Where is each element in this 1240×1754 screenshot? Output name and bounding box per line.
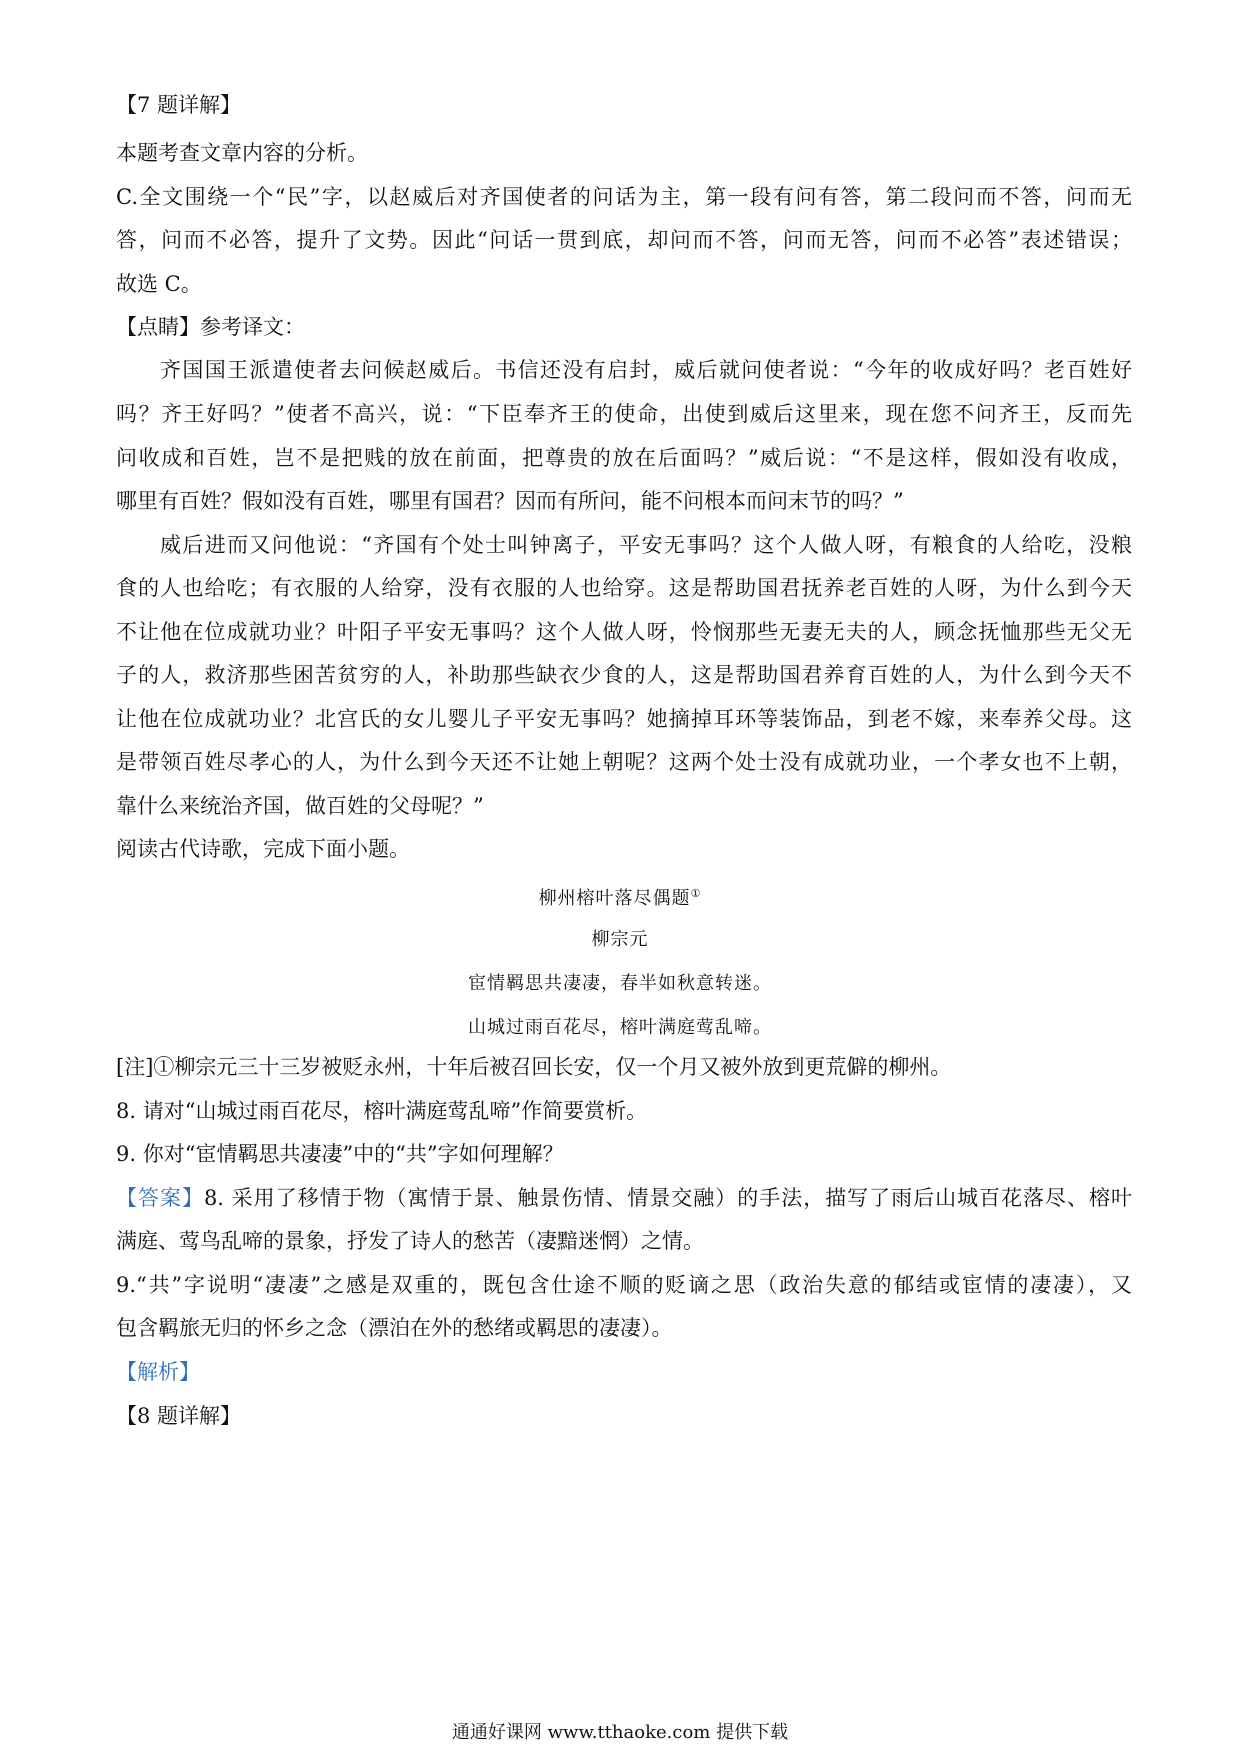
answer-label: 【答案】 bbox=[116, 1186, 204, 1210]
translation-line: 食的人也给吃；有衣服的人给穿，没有衣服的人也给穿。这是帮助国君抚养老百姓的人呀，为什么到今天 bbox=[116, 576, 1132, 600]
translation-line: 威后进而又问他说：“齐国有个处士叫钟离子，平安无事吗？这个人做人呀，有粮食的人给吃，没粮 bbox=[160, 533, 1132, 557]
translation-line: 齐国国王派遣使者去问候赵威后。书信还没有启封，威后就问使者说：“今年的收成好吗？老百姓好 bbox=[160, 358, 1132, 382]
poem-note: [注]①柳宗元三十三岁被贬永州，十年后被召回长安，仅一个月又被外放到更荒僻的柳州。 bbox=[116, 1055, 952, 1079]
poem-line: 山城过雨百花尽，榕叶满庭莺乱啼。 bbox=[468, 1017, 772, 1038]
poem-title bbox=[0, 880, 1240, 913]
poem-title-footnote-mark: ① bbox=[690, 887, 702, 900]
translation-line: 哪里有百姓？假如没有百姓，哪里有国君？因而有所问，能不问根本而问末节的吗？” bbox=[116, 489, 904, 513]
dianjing-label: 【点睛】参考译文： bbox=[116, 315, 305, 339]
poem-author: 柳宗元 bbox=[591, 929, 649, 950]
question-9: 9. 你对“宦情羁思共凄凄”中的“共”字如何理解？ bbox=[116, 1142, 564, 1166]
answer-8-line bbox=[116, 1184, 1132, 1212]
translation-line: 让他在位成就功业？北宫氏的女儿婴儿子平安无事吗？她摘掉耳环等装饰品，到老不嫁，来奉养父母。这 bbox=[116, 707, 1132, 731]
translation-line: 子的人，救济那些困苦贫穷的人，补助那些缺衣少食的人，这是帮助国君养育百姓的人，为什么到今天不 bbox=[116, 663, 1132, 687]
q7-analysis-line: C.全文围绕一个“民”字，以赵威后对齐国使者的问话为主，第一段有问有答，第二段问而不答，问而无 bbox=[116, 185, 1132, 209]
poem-line: 宦情羁思共凄凄，春半如秋意转迷。 bbox=[468, 973, 772, 994]
answer-9-line: 9.“共”字说明“凄凄”之感是双重的，既包含仕途不顺的贬谪之思（政治失意的郁结或宦情的凄凄），又 bbox=[116, 1273, 1132, 1297]
translation-line: 吗？齐王好吗？”使者不高兴，说：“下臣奉齐王的使命，出使到威后这里来，现在您不问齐王，反而先 bbox=[116, 402, 1132, 426]
page-footer: 通通好课网 www.tthaoke.com 提供下载 bbox=[451, 1722, 789, 1743]
poem-instruction: 阅读古代诗歌，完成下面小题。 bbox=[116, 837, 410, 861]
poem-title-text: 柳州榕叶落尽偶题 bbox=[538, 888, 691, 909]
answer-9-line: 包含羁旅无归的怀乡之念（漂泊在外的愁绪或羁思的凄凄）。 bbox=[116, 1316, 673, 1340]
q7-heading: 【7 题详解】 bbox=[116, 93, 242, 117]
translation-line: 不让他在位成就功业？叶阳子平安无事吗？这个人做人呀，怜悯那些无妻无夫的人，顾念抚恤那些无父无 bbox=[116, 620, 1132, 644]
answer-8-line: 满庭、莺鸟乱啼的景象，抒发了诗人的愁苦（凄黯迷惘）之情。 bbox=[116, 1229, 704, 1253]
q8-heading: 【8 题详解】 bbox=[116, 1404, 242, 1428]
q7-intro: 本题考查文章内容的分析。 bbox=[116, 141, 368, 165]
answer-8-text: 8. 采用了移情于物（寓情于景、触景伤情、情景交融）的手法，描写了雨后山城百花落尽、榕叶 bbox=[203, 1186, 1132, 1210]
q7-analysis-line: 答，问而不必答，提升了文势。因此“问话一贯到底，却问而不答，问而无答，问而不必答”表述错误； bbox=[116, 228, 1132, 252]
translation-line: 靠什么来统治齐国，做百姓的父母呢？” bbox=[116, 794, 484, 818]
question-8: 8. 请对“山城过雨百花尽，榕叶满庭莺乱啼”作简要赏析。 bbox=[116, 1099, 648, 1123]
translation-line: 是带领百姓尽孝心的人，为什么到今天还不让她上朝呢？这两个处士没有成就功业，一个孝女也不上朝， bbox=[116, 750, 1132, 774]
q7-answer: 故选 C。 bbox=[116, 272, 202, 296]
jiexi-label: 【解析】 bbox=[116, 1360, 200, 1384]
translation-line: 问收成和百姓，岂不是把贱的放在前面，把尊贵的放在后面吗？”威后说：“不是这样，假如没有收成， bbox=[116, 446, 1132, 470]
